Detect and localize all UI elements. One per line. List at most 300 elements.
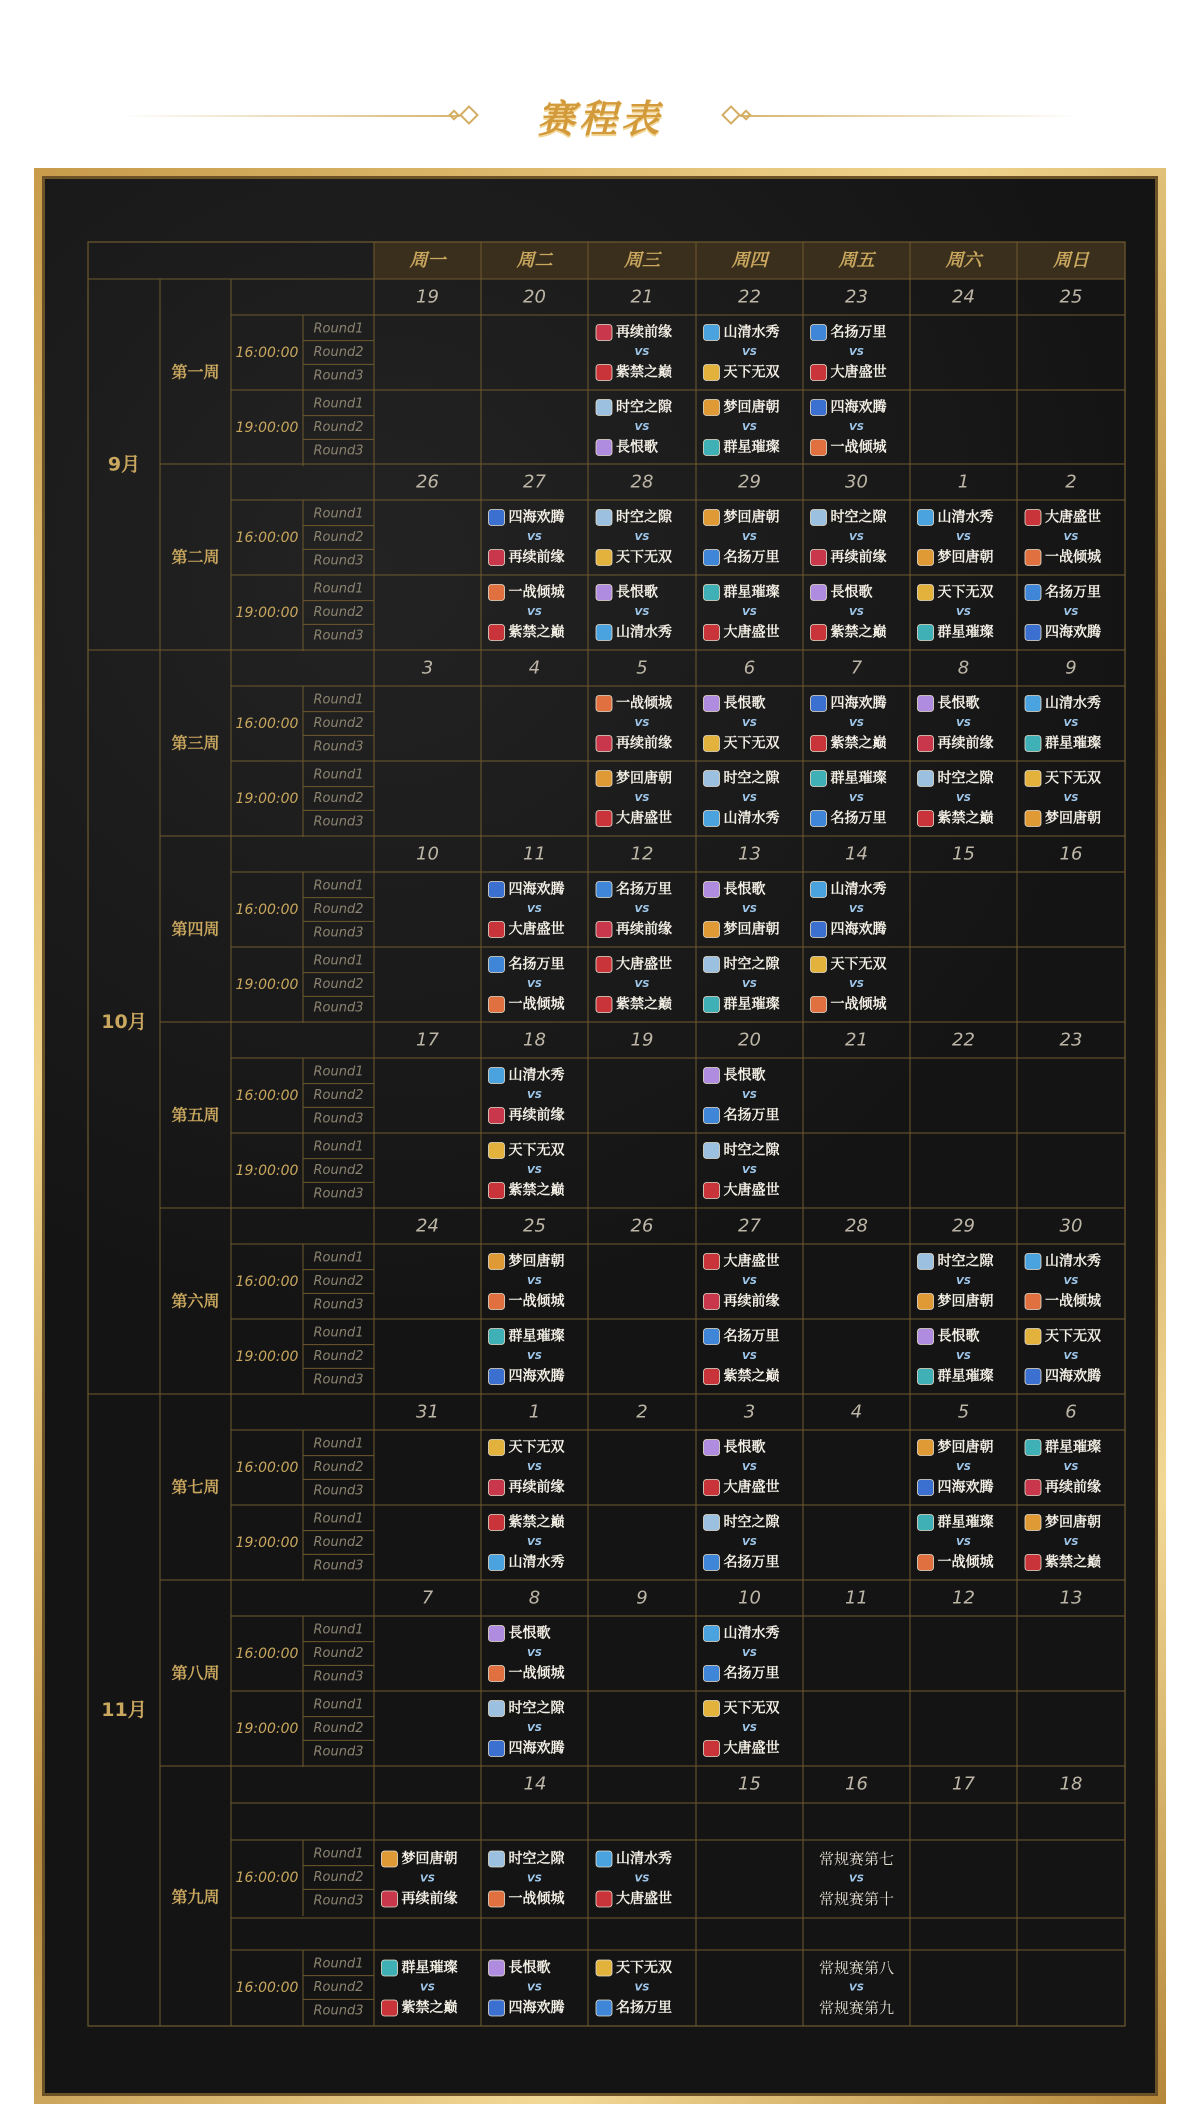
team-name[interactable]: 長恨歌 xyxy=(616,439,658,456)
team-logo-icon xyxy=(596,997,612,1013)
team-name[interactable]: 天下无双 xyxy=(937,584,994,601)
date-number: 30 xyxy=(1059,1215,1083,1237)
team-name[interactable]: 大唐盛世 xyxy=(723,624,780,641)
round-label: Round2 xyxy=(313,1274,364,1289)
round-label: Round2 xyxy=(313,1088,364,1103)
week-label: 第一周 xyxy=(171,362,220,382)
team-name[interactable]: 群星璀璨 xyxy=(508,1328,565,1345)
team-name[interactable]: 大唐盛世 xyxy=(723,1253,780,1270)
vs-label: VS xyxy=(742,793,757,804)
team-name[interactable]: 群星璀璨 xyxy=(937,1514,994,1531)
team-name[interactable]: 紫禁之巅 xyxy=(723,1368,780,1385)
team-name[interactable]: 紫禁之巅 xyxy=(616,364,672,381)
team-logo-icon xyxy=(596,771,612,787)
team-name[interactable]: 山清水秀 xyxy=(1045,1253,1101,1270)
team-name[interactable]: 梦回唐朝 xyxy=(937,1293,994,1310)
team-name[interactable]: 再续前缘 xyxy=(1045,1479,1101,1496)
vs-label: VS xyxy=(527,1462,542,1473)
team-name[interactable]: 群星璀璨 xyxy=(830,770,887,787)
playoff-seed-label: 常规赛第九 xyxy=(818,1999,895,2017)
team-name[interactable]: 長恨歌 xyxy=(723,1439,766,1456)
team-logo-icon xyxy=(918,585,934,601)
team-logo-icon xyxy=(596,922,612,938)
team-logo-icon xyxy=(704,1440,720,1456)
team-name[interactable]: 一战倾城 xyxy=(508,1293,565,1310)
team-logo-icon xyxy=(489,997,505,1013)
team-name[interactable]: 梦回唐朝 xyxy=(401,1851,458,1867)
round-label: Round2 xyxy=(313,530,364,545)
page-title: 赛程表 xyxy=(536,97,663,141)
vs-label: VS xyxy=(1063,532,1079,543)
team-name[interactable]: 梦回唐朝 xyxy=(1045,810,1101,827)
team-logo-icon xyxy=(704,1555,720,1571)
team-logo-icon xyxy=(1025,510,1041,526)
match-time: 19:00:00 xyxy=(235,977,299,993)
team-name[interactable]: 时空之隙 xyxy=(937,1253,994,1270)
team-name[interactable]: 再续前缘 xyxy=(508,549,565,566)
team-name[interactable]: 梦回唐朝 xyxy=(937,1439,994,1456)
date-number: 9 xyxy=(636,1587,648,1609)
date-number: 29 xyxy=(738,471,761,493)
vs-label: VS xyxy=(742,532,757,543)
team-logo-icon xyxy=(489,550,505,566)
match-time: 19:00:00 xyxy=(235,1721,299,1737)
team-logo-icon xyxy=(918,510,934,526)
week-label: 第七周 xyxy=(171,1477,220,1497)
team-logo-icon xyxy=(596,550,612,566)
date-number: 3 xyxy=(421,657,434,679)
team-name[interactable]: 天下无双 xyxy=(616,549,672,566)
week-label: 第五周 xyxy=(171,1105,220,1125)
team-name[interactable]: 天下无双 xyxy=(723,364,780,381)
team-name[interactable]: 名扬万里 xyxy=(1045,584,1101,601)
date-number: 1 xyxy=(528,1401,541,1423)
team-logo-icon xyxy=(704,1183,720,1199)
team-name[interactable]: 时空之隙 xyxy=(616,399,672,416)
vs-label: VS xyxy=(849,347,864,358)
team-name[interactable]: 紫禁之巅 xyxy=(508,1514,565,1531)
team-name[interactable]: 群星璀璨 xyxy=(723,996,780,1013)
team-logo-icon xyxy=(382,2000,398,2016)
team-name[interactable]: 时空之隙 xyxy=(937,770,994,787)
team-logo-icon xyxy=(1025,1294,1041,1310)
team-name[interactable]: 紫禁之巅 xyxy=(830,735,887,752)
team-name[interactable]: 四海欢腾 xyxy=(508,1368,565,1385)
team-name[interactable]: 山清水秀 xyxy=(508,1554,565,1571)
team-name[interactable]: 名扬万里 xyxy=(723,1107,780,1124)
round-label: Round3 xyxy=(313,1893,364,1909)
team-name[interactable]: 一战倾城 xyxy=(1045,1293,1101,1310)
team-logo-icon xyxy=(811,957,827,973)
team-name[interactable]: 时空之隙 xyxy=(508,1700,565,1717)
date-number: 21 xyxy=(630,286,654,308)
vs-label: VS xyxy=(849,718,864,729)
team-logo-icon xyxy=(1025,1369,1041,1385)
team-logo-icon xyxy=(489,585,505,601)
team-logo-icon xyxy=(704,1515,720,1531)
header xyxy=(0,70,1200,160)
team-logo-icon xyxy=(704,957,720,973)
team-name[interactable]: 时空之隙 xyxy=(723,1142,780,1159)
vs-label: VS xyxy=(742,607,757,618)
team-logo-icon xyxy=(596,365,612,381)
team-logo-icon xyxy=(489,1480,505,1496)
vs-label: VS xyxy=(849,793,864,804)
team-logo-icon xyxy=(1025,1440,1041,1456)
match-time: 16:00:00 xyxy=(235,716,299,732)
team-logo-icon xyxy=(811,365,827,381)
team-name[interactable]: 一战倾城 xyxy=(508,996,565,1013)
team-name[interactable]: 时空之隙 xyxy=(616,509,672,526)
round-label: Round1 xyxy=(313,1511,364,1527)
team-name[interactable]: 再续前缘 xyxy=(508,1479,565,1496)
team-logo-icon xyxy=(596,625,612,641)
team-name[interactable]: 一战倾城 xyxy=(830,439,887,456)
team-name[interactable]: 山清水秀 xyxy=(830,881,887,898)
team-logo-icon xyxy=(704,1626,720,1642)
date-number: 8 xyxy=(957,657,970,679)
round-label: Round3 xyxy=(313,2003,364,2019)
team-name[interactable]: 一战倾城 xyxy=(937,1554,994,1571)
schedule-table xyxy=(45,179,1155,2093)
vs-label: VS xyxy=(849,607,864,618)
round-label: Round1 xyxy=(313,321,364,337)
date-number: 12 xyxy=(952,1587,975,1609)
team-logo-icon xyxy=(596,440,612,456)
team-logo-icon xyxy=(382,1891,398,1907)
team-name[interactable]: 时空之隙 xyxy=(723,1514,780,1531)
team-name[interactable]: 名扬万里 xyxy=(723,1665,780,1682)
team-name[interactable]: 天下无双 xyxy=(723,1700,780,1717)
team-name[interactable]: 大唐盛世 xyxy=(616,1891,672,1907)
round-label: Round2 xyxy=(313,1721,364,1736)
team-name[interactable]: 名扬万里 xyxy=(830,810,887,827)
round-label: Round2 xyxy=(313,420,364,435)
team-name[interactable]: 群星璀璨 xyxy=(1045,735,1101,752)
team-logo-icon xyxy=(596,2000,612,2016)
team-logo-icon xyxy=(596,510,612,526)
team-name[interactable]: 山清水秀 xyxy=(508,1067,565,1084)
team-logo-icon xyxy=(704,585,720,601)
team-name[interactable]: 紫禁之巅 xyxy=(508,1182,565,1199)
team-logo-icon xyxy=(489,1666,505,1682)
team-name[interactable]: 再续前缘 xyxy=(723,1293,780,1310)
date-number: 28 xyxy=(630,471,654,493)
date-number: 27 xyxy=(523,471,546,493)
team-logo-icon xyxy=(489,1440,505,1456)
team-logo-icon xyxy=(918,696,934,712)
date-number: 16 xyxy=(845,1773,868,1795)
team-name[interactable]: 大唐盛世 xyxy=(1045,509,1101,526)
date-number: 15 xyxy=(738,1773,761,1795)
team-logo-icon xyxy=(489,1068,505,1084)
team-name[interactable]: 群星璀璨 xyxy=(1045,1439,1101,1456)
match-time: 19:00:00 xyxy=(235,791,299,807)
team-logo-icon xyxy=(489,957,505,973)
team-logo-icon xyxy=(704,1480,720,1496)
round-label: Round2 xyxy=(313,902,364,917)
team-name[interactable]: 長恨歌 xyxy=(937,1328,980,1345)
team-name[interactable]: 大唐盛世 xyxy=(723,1182,780,1199)
match-time: 16:00:00 xyxy=(235,345,299,361)
team-name[interactable]: 四海欢腾 xyxy=(830,399,887,416)
team-name[interactable]: 長恨歌 xyxy=(937,695,980,712)
team-logo-icon xyxy=(489,1741,505,1757)
team-name[interactable]: 群星璀璨 xyxy=(937,1368,994,1385)
vs-label: VS xyxy=(956,1276,971,1287)
vs-label: VS xyxy=(849,422,864,433)
team-name[interactable]: 山清水秀 xyxy=(1045,695,1101,712)
round-label: Round2 xyxy=(313,1535,364,1550)
match-time: 19:00:00 xyxy=(235,1349,299,1365)
team-name[interactable]: 山清水秀 xyxy=(937,509,994,526)
round-label: Round3 xyxy=(313,553,364,569)
team-name[interactable]: 大唐盛世 xyxy=(723,1479,780,1496)
team-name[interactable]: 天下无双 xyxy=(508,1142,565,1159)
team-name[interactable]: 紫禁之巅 xyxy=(401,2000,458,2016)
date-number: 22 xyxy=(952,1029,975,1051)
team-name[interactable]: 長恨歌 xyxy=(508,1960,551,1976)
vs-label: VS xyxy=(849,904,864,915)
team-name[interactable]: 梦回唐朝 xyxy=(723,921,780,938)
team-name[interactable]: 四海欢腾 xyxy=(830,695,887,712)
team-name[interactable]: 时空之隙 xyxy=(508,1851,565,1867)
team-name[interactable]: 大唐盛世 xyxy=(508,921,565,938)
team-name[interactable]: 一战倾城 xyxy=(1045,549,1101,566)
vs-label: VS xyxy=(849,979,864,990)
vs-label: VS xyxy=(956,1462,971,1473)
date-number: 12 xyxy=(630,843,654,865)
team-logo-icon xyxy=(489,1626,505,1642)
vs-label: VS xyxy=(742,718,757,729)
team-name[interactable]: 群星璀璨 xyxy=(723,439,780,456)
vs-label: VS xyxy=(742,1648,757,1659)
vs-label: VS xyxy=(634,532,650,543)
team-name[interactable]: 再续前缘 xyxy=(508,1107,565,1124)
round-label: Round3 xyxy=(313,814,364,830)
team-logo-icon xyxy=(704,1666,720,1682)
match-time: 16:00:00 xyxy=(235,902,299,918)
team-name[interactable]: 紫禁之巅 xyxy=(830,624,887,641)
date-number: 5 xyxy=(957,1401,970,1423)
team-name[interactable]: 大唐盛世 xyxy=(616,956,672,973)
match-time: 16:00:00 xyxy=(235,1460,299,1476)
date-number: 26 xyxy=(630,1215,654,1237)
team-name[interactable]: 紫禁之巅 xyxy=(508,624,565,641)
round-label: Round2 xyxy=(313,716,364,731)
team-name[interactable]: 名扬万里 xyxy=(723,1554,780,1571)
team-name[interactable]: 一战倾城 xyxy=(830,996,887,1013)
match-time: 16:00:00 xyxy=(235,1274,299,1290)
round-label: Round3 xyxy=(313,925,364,941)
team-name[interactable]: 天下无双 xyxy=(616,1960,672,1976)
date-number: 2 xyxy=(1065,471,1077,493)
team-logo-icon xyxy=(596,1851,612,1867)
weekday-label: 周日 xyxy=(1053,250,1089,271)
team-name[interactable]: 紫禁之巅 xyxy=(616,996,672,1013)
team-logo-icon xyxy=(489,1143,505,1159)
team-name[interactable]: 山清水秀 xyxy=(616,624,672,641)
date-number: 17 xyxy=(416,1029,439,1051)
vs-label: VS xyxy=(527,1982,542,1994)
date-number: 15 xyxy=(952,843,975,865)
team-name[interactable]: 長恨歌 xyxy=(830,584,873,601)
team-name[interactable]: 一战倾城 xyxy=(616,695,672,712)
team-name[interactable]: 長恨歌 xyxy=(616,584,658,601)
weekday-label: 周六 xyxy=(945,250,982,271)
vs-label: VS xyxy=(634,1873,650,1885)
month-label: 9月 xyxy=(107,453,141,476)
team-name[interactable]: 梦回唐朝 xyxy=(723,509,780,526)
team-name[interactable]: 群星璀璨 xyxy=(723,584,780,601)
team-name[interactable]: 山清水秀 xyxy=(723,1625,780,1642)
date-number: 11 xyxy=(845,1587,868,1609)
team-name[interactable]: 長恨歌 xyxy=(508,1625,551,1642)
vs-label: VS xyxy=(742,979,757,990)
team-logo-icon xyxy=(1025,736,1041,752)
vs-label: VS xyxy=(1063,1462,1079,1473)
team-name[interactable]: 天下无双 xyxy=(723,735,780,752)
team-logo-icon xyxy=(382,1851,398,1867)
date-number: 19 xyxy=(630,1029,654,1051)
round-label: Round1 xyxy=(313,1139,364,1155)
team-logo-icon xyxy=(382,1960,398,1976)
date-number: 2 xyxy=(636,1401,648,1423)
team-name[interactable]: 名扬万里 xyxy=(830,324,887,341)
team-name[interactable]: 时空之隙 xyxy=(830,509,887,526)
team-name[interactable]: 群星璀璨 xyxy=(401,1960,458,1976)
team-logo-icon xyxy=(489,510,505,526)
team-name[interactable]: 天下无双 xyxy=(830,956,887,973)
team-name[interactable]: 長恨歌 xyxy=(723,695,766,712)
date-number: 23 xyxy=(1059,1029,1083,1051)
team-name[interactable]: 四海欢腾 xyxy=(508,509,565,526)
team-name[interactable]: 四海欢腾 xyxy=(1045,1368,1101,1385)
round-label: Round2 xyxy=(313,1646,364,1661)
team-name[interactable]: 大唐盛世 xyxy=(616,810,672,827)
team-logo-icon xyxy=(811,550,827,566)
vs-label: VS xyxy=(527,1648,542,1659)
date-number: 10 xyxy=(738,1587,761,1609)
team-name[interactable]: 再续前缘 xyxy=(401,1891,458,1907)
team-name[interactable]: 紫禁之巅 xyxy=(1045,1554,1101,1571)
team-name[interactable]: 大唐盛世 xyxy=(830,364,887,381)
team-logo-icon xyxy=(596,696,612,712)
team-name[interactable]: 梦回唐朝 xyxy=(616,770,672,787)
team-name[interactable]: 时空之隙 xyxy=(723,770,780,787)
vs-label: VS xyxy=(849,532,864,543)
team-name[interactable]: 一战倾城 xyxy=(508,584,565,601)
team-logo-icon xyxy=(1025,585,1041,601)
team-name[interactable]: 四海欢腾 xyxy=(937,1479,994,1496)
team-name[interactable]: 山清水秀 xyxy=(723,324,780,341)
team-name[interactable]: 梦回唐朝 xyxy=(1045,1514,1101,1531)
team-logo-icon xyxy=(704,1369,720,1385)
team-name[interactable]: 天下无双 xyxy=(1045,1328,1101,1345)
vs-label: VS xyxy=(527,1165,542,1176)
vs-label: VS xyxy=(527,1537,542,1548)
team-name[interactable]: 山清水秀 xyxy=(616,1851,672,1867)
weekday-label: 周一 xyxy=(409,250,446,271)
date-number: 20 xyxy=(523,286,546,308)
date-number: 11 xyxy=(523,843,546,865)
team-logo-icon xyxy=(918,1515,934,1531)
team-name[interactable]: 四海欢腾 xyxy=(1045,624,1101,641)
team-name[interactable]: 長恨歌 xyxy=(723,881,766,898)
team-logo-icon xyxy=(489,1108,505,1124)
team-logo-icon xyxy=(1025,1515,1041,1531)
team-logo-icon xyxy=(489,1891,505,1907)
team-name[interactable]: 梦回唐朝 xyxy=(937,549,994,566)
team-name[interactable]: 梦回唐朝 xyxy=(508,1253,565,1270)
team-name[interactable]: 一战倾城 xyxy=(508,1665,565,1682)
round-label: Round1 xyxy=(313,1250,364,1266)
team-name[interactable]: 長恨歌 xyxy=(723,1067,766,1084)
team-name[interactable]: 再续前缘 xyxy=(830,549,887,566)
date-number: 14 xyxy=(845,843,868,865)
team-name[interactable]: 山清水秀 xyxy=(723,810,780,827)
team-name[interactable]: 四海欢腾 xyxy=(508,2000,565,2016)
team-name[interactable]: 四海欢腾 xyxy=(508,1740,565,1757)
team-logo-icon xyxy=(596,736,612,752)
round-label: Round1 xyxy=(313,396,364,412)
team-name[interactable]: 名扬万里 xyxy=(723,549,780,566)
date-number: 13 xyxy=(1059,1587,1083,1609)
team-name[interactable]: 名扬万里 xyxy=(508,956,565,973)
team-name[interactable]: 梦回唐朝 xyxy=(723,399,780,416)
team-logo-icon xyxy=(811,325,827,341)
team-logo-icon xyxy=(811,625,827,641)
team-name[interactable]: 群星璀璨 xyxy=(937,624,994,641)
team-logo-icon xyxy=(704,1108,720,1124)
team-logo-icon xyxy=(1025,696,1041,712)
team-name[interactable]: 天下无双 xyxy=(508,1439,565,1456)
team-name[interactable]: 四海欢腾 xyxy=(508,881,565,898)
playoff-seed-label: 常规赛第七 xyxy=(818,1850,895,1868)
vs-label: VS xyxy=(527,1873,542,1885)
team-logo-icon xyxy=(596,811,612,827)
team-name[interactable]: 名扬万里 xyxy=(616,2000,672,2016)
team-name[interactable]: 再续前缘 xyxy=(937,735,994,752)
date-number: 4 xyxy=(850,1401,863,1423)
vs-label: VS xyxy=(527,607,542,618)
weekday-label: 周四 xyxy=(731,250,768,271)
team-name[interactable]: 再续前缘 xyxy=(616,735,672,752)
team-name[interactable]: 再续前缘 xyxy=(616,324,672,341)
team-name[interactable]: 再续前缘 xyxy=(616,921,672,938)
date-number: 25 xyxy=(1059,286,1083,308)
team-name[interactable]: 天下无双 xyxy=(1045,770,1101,787)
team-name[interactable]: 时空之隙 xyxy=(723,956,780,973)
round-label: Round3 xyxy=(313,1297,364,1313)
team-logo-icon xyxy=(704,1294,720,1310)
match-time: 16:00:00 xyxy=(235,1088,299,1104)
date-number: 6 xyxy=(743,657,756,679)
team-logo-icon xyxy=(704,510,720,526)
team-logo-icon xyxy=(489,922,505,938)
team-logo-icon xyxy=(489,1960,505,1976)
team-name[interactable]: 大唐盛世 xyxy=(723,1740,780,1757)
match-time: 19:00:00 xyxy=(235,1163,299,1179)
team-name[interactable]: 四海欢腾 xyxy=(830,921,887,938)
team-name[interactable]: 紫禁之巅 xyxy=(937,810,994,827)
team-name[interactable]: 一战倾城 xyxy=(508,1891,565,1907)
team-name[interactable]: 名扬万里 xyxy=(616,881,672,898)
team-logo-icon xyxy=(1025,625,1041,641)
team-name[interactable]: 名扬万里 xyxy=(723,1328,780,1345)
team-logo-icon xyxy=(918,1294,934,1310)
vs-label: VS xyxy=(634,422,650,433)
